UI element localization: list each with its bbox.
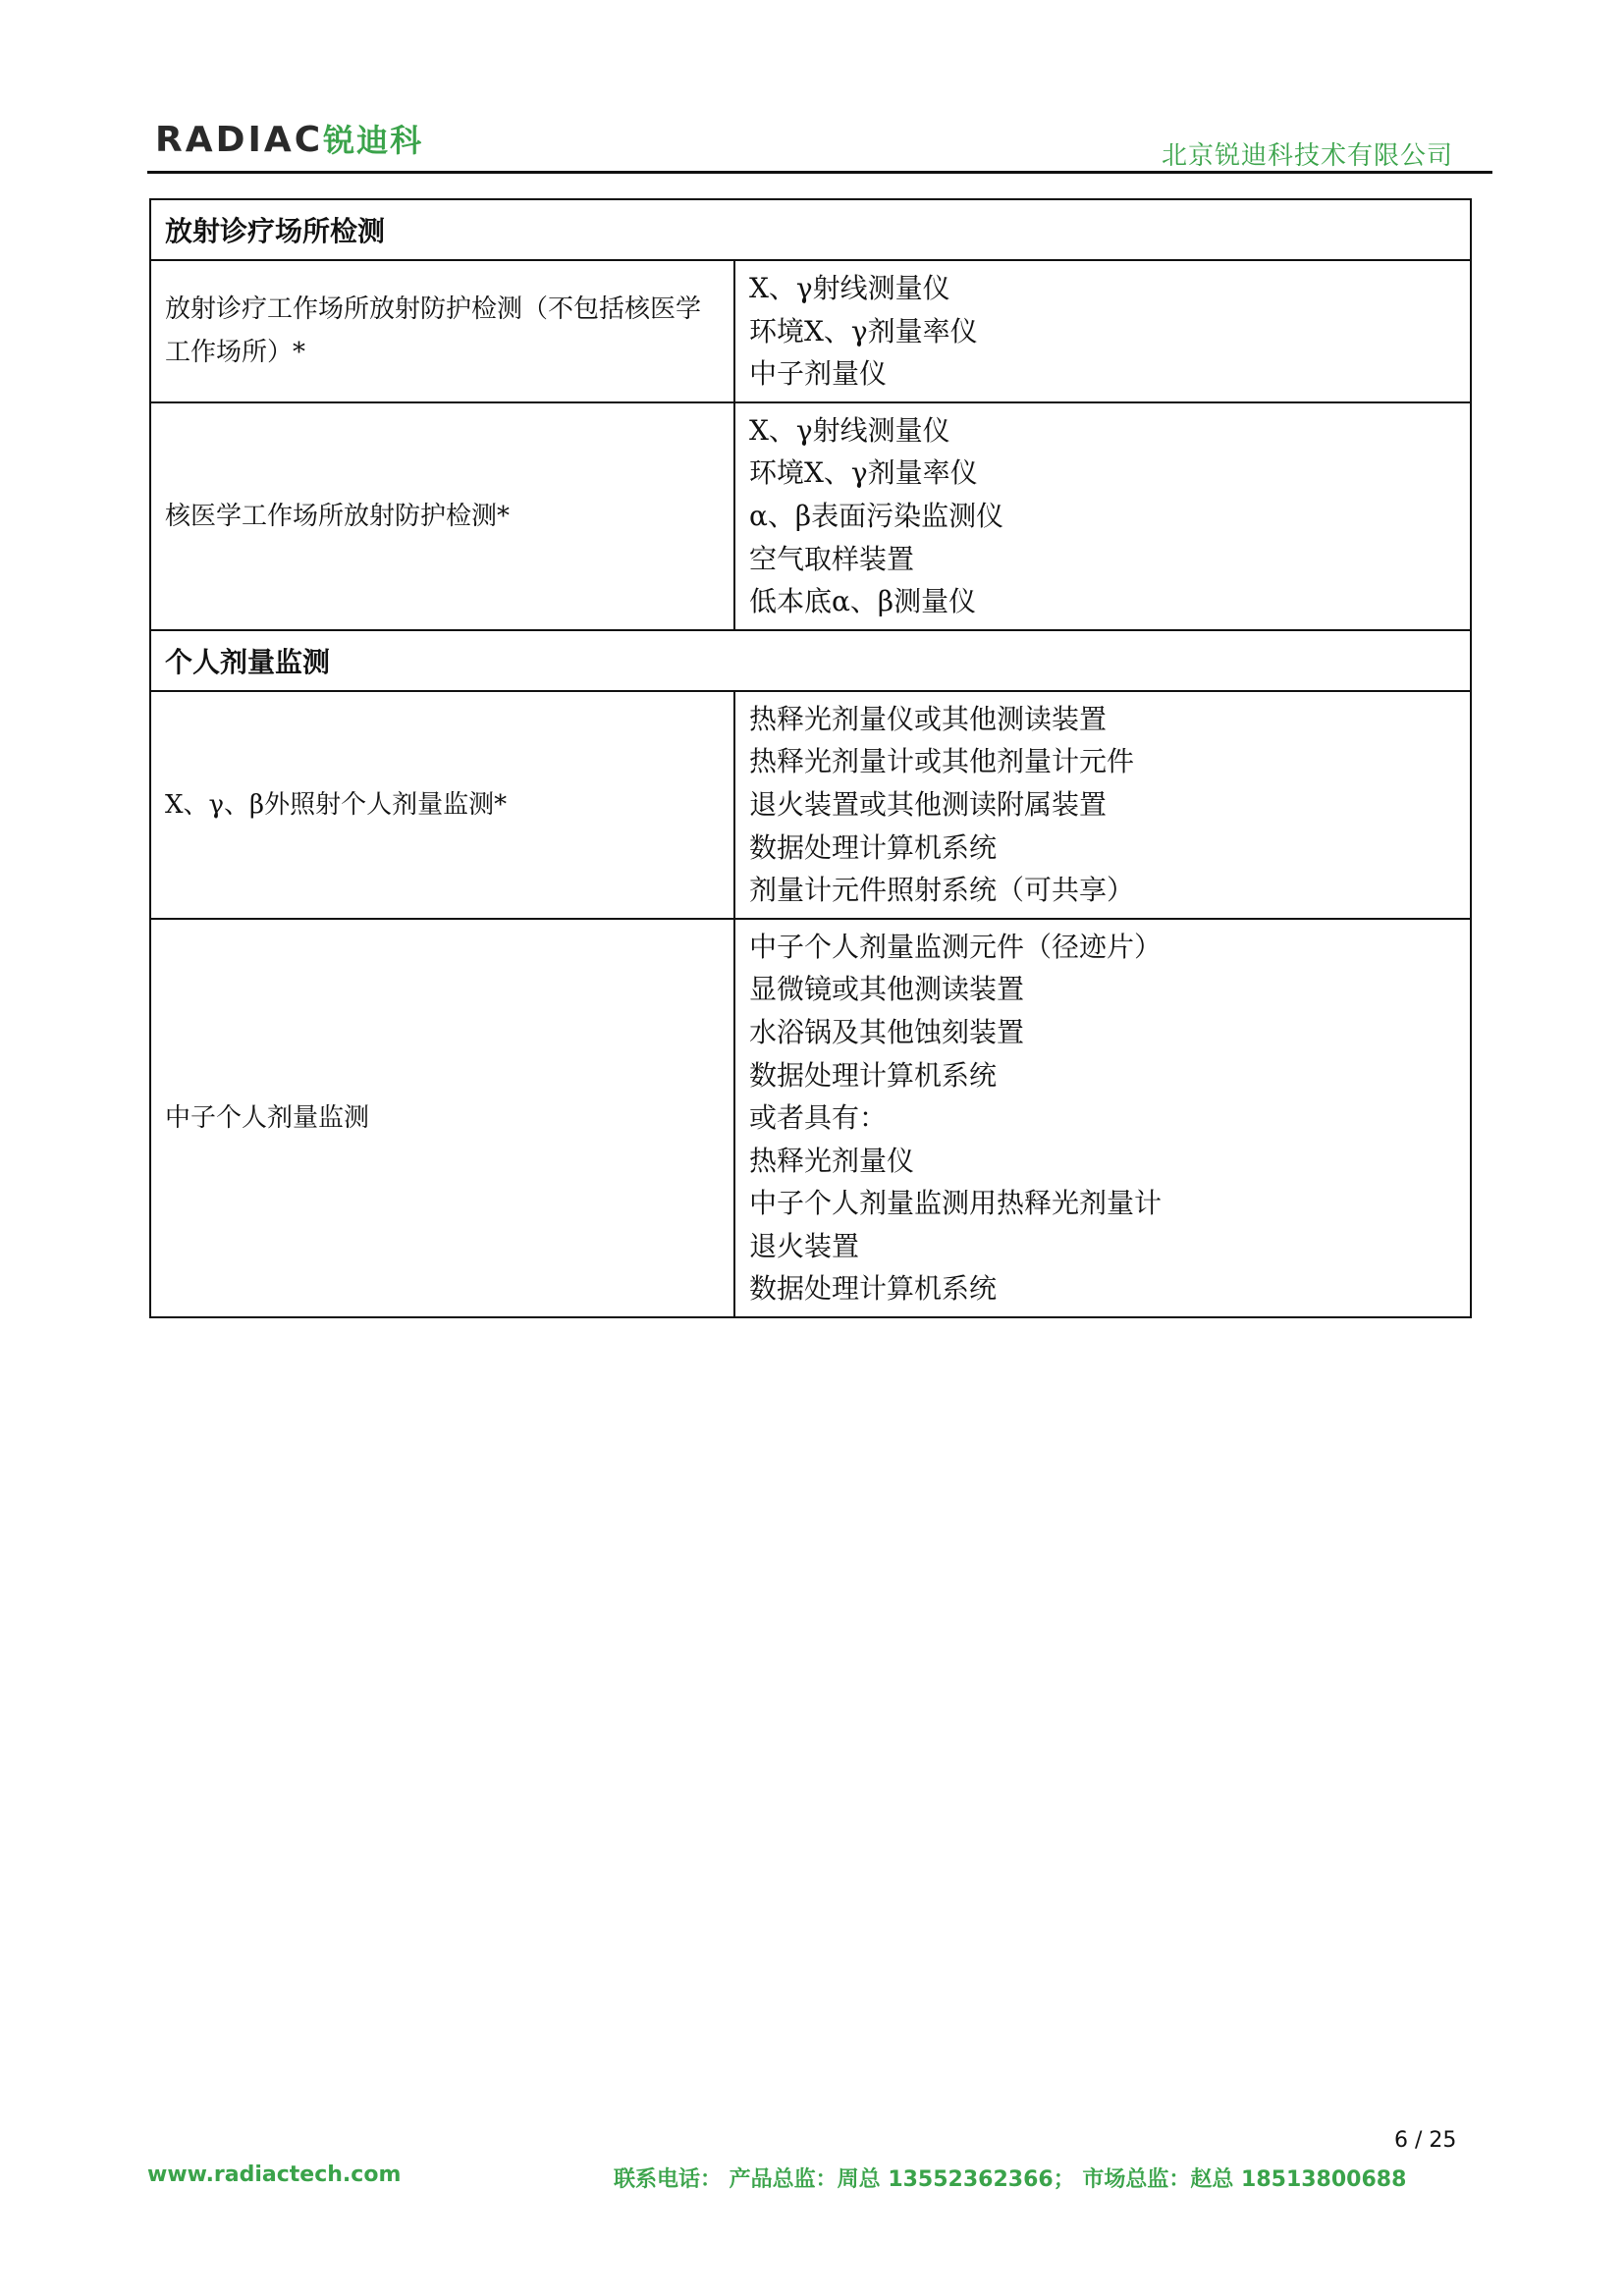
- equipment-line: 空气取样装置: [749, 542, 915, 575]
- equipment-cell: [734, 919, 1471, 1317]
- equipment-line: 退火装置或其他测读附属装置: [749, 787, 1108, 821]
- equipment-line: 或者具有：: [749, 1101, 888, 1135]
- equipment-line: 数据处理计算机系统: [749, 1058, 998, 1092]
- item-cell: 核医学工作场所放射防护检测*: [150, 402, 734, 630]
- company-logo: [155, 116, 423, 161]
- table-row: [150, 260, 1471, 402]
- equipment-line: 热释光剂量计或其他剂量计元件: [749, 745, 1135, 778]
- table-row: [150, 919, 1471, 1317]
- equipment-line: 显微镜或其他测读装置: [749, 973, 1025, 1006]
- company-name: 北京锐迪科技术有限公司: [1161, 141, 1453, 171]
- logo-cn: 锐迪科: [323, 122, 424, 159]
- item-cell: 中子个人剂量监测: [150, 919, 734, 1317]
- table-row: [150, 691, 1471, 919]
- header-divider: [147, 171, 1492, 174]
- logo-text: RADIAC: [155, 120, 324, 160]
- section-header: [150, 630, 1471, 691]
- equipment-cell: [734, 691, 1471, 919]
- item-cell: 放射诊疗工作场所放射防护检测（不包括核医学工作场所）*: [150, 260, 734, 402]
- section-title: 个人剂量监测: [150, 630, 1471, 691]
- equipment-table: [149, 198, 1472, 1318]
- item-cell: X、γ、β外照射个人剂量监测*: [150, 691, 734, 919]
- section-header: [150, 199, 1471, 260]
- contact-info: 联系电话： 产品总监：周总 13552362366； 市场总监：赵总 18513800688: [614, 2167, 1407, 2192]
- equipment-line: 中子剂量仪: [749, 357, 888, 391]
- equipment-line: 热释光剂量仪或其他测读装置: [749, 702, 1108, 735]
- equipment-line: 环境X、γ剂量率仪: [749, 456, 978, 490]
- equipment-line: 中子个人剂量监测用热释光剂量计: [749, 1187, 1163, 1220]
- equipment-line: α、β表面污染监测仪: [749, 499, 1004, 532]
- equipment-cell: [734, 402, 1471, 630]
- equipment-line: 低本底α、β测量仪: [749, 585, 977, 618]
- website-link[interactable]: www.radiactech.com: [147, 2163, 402, 2187]
- equipment-line: 退火装置: [749, 1229, 860, 1262]
- equipment-cell: [734, 260, 1471, 402]
- equipment-line: X、γ射线测量仪: [749, 272, 950, 304]
- equipment-line: 热释光剂量仪: [749, 1144, 915, 1177]
- equipment-line: 中子个人剂量监测元件（径迹片）: [749, 930, 1163, 963]
- table-row: [150, 402, 1471, 630]
- page-header: [147, 108, 1492, 177]
- equipment-line: 环境X、γ剂量率仪: [749, 314, 978, 347]
- equipment-line: 数据处理计算机系统: [749, 830, 998, 864]
- page-footer: [147, 2163, 1483, 2198]
- equipment-line: 剂量计元件照射系统（可共享）: [749, 874, 1135, 907]
- section-title: 放射诊疗场所检测: [150, 199, 1471, 260]
- page-number: 6 / 25: [1394, 2128, 1457, 2153]
- equipment-line: X、γ射线测量仪: [749, 413, 950, 447]
- equipment-line: 水浴锅及其他蚀刻装置: [749, 1015, 1025, 1048]
- equipment-line: 数据处理计算机系统: [749, 1272, 998, 1306]
